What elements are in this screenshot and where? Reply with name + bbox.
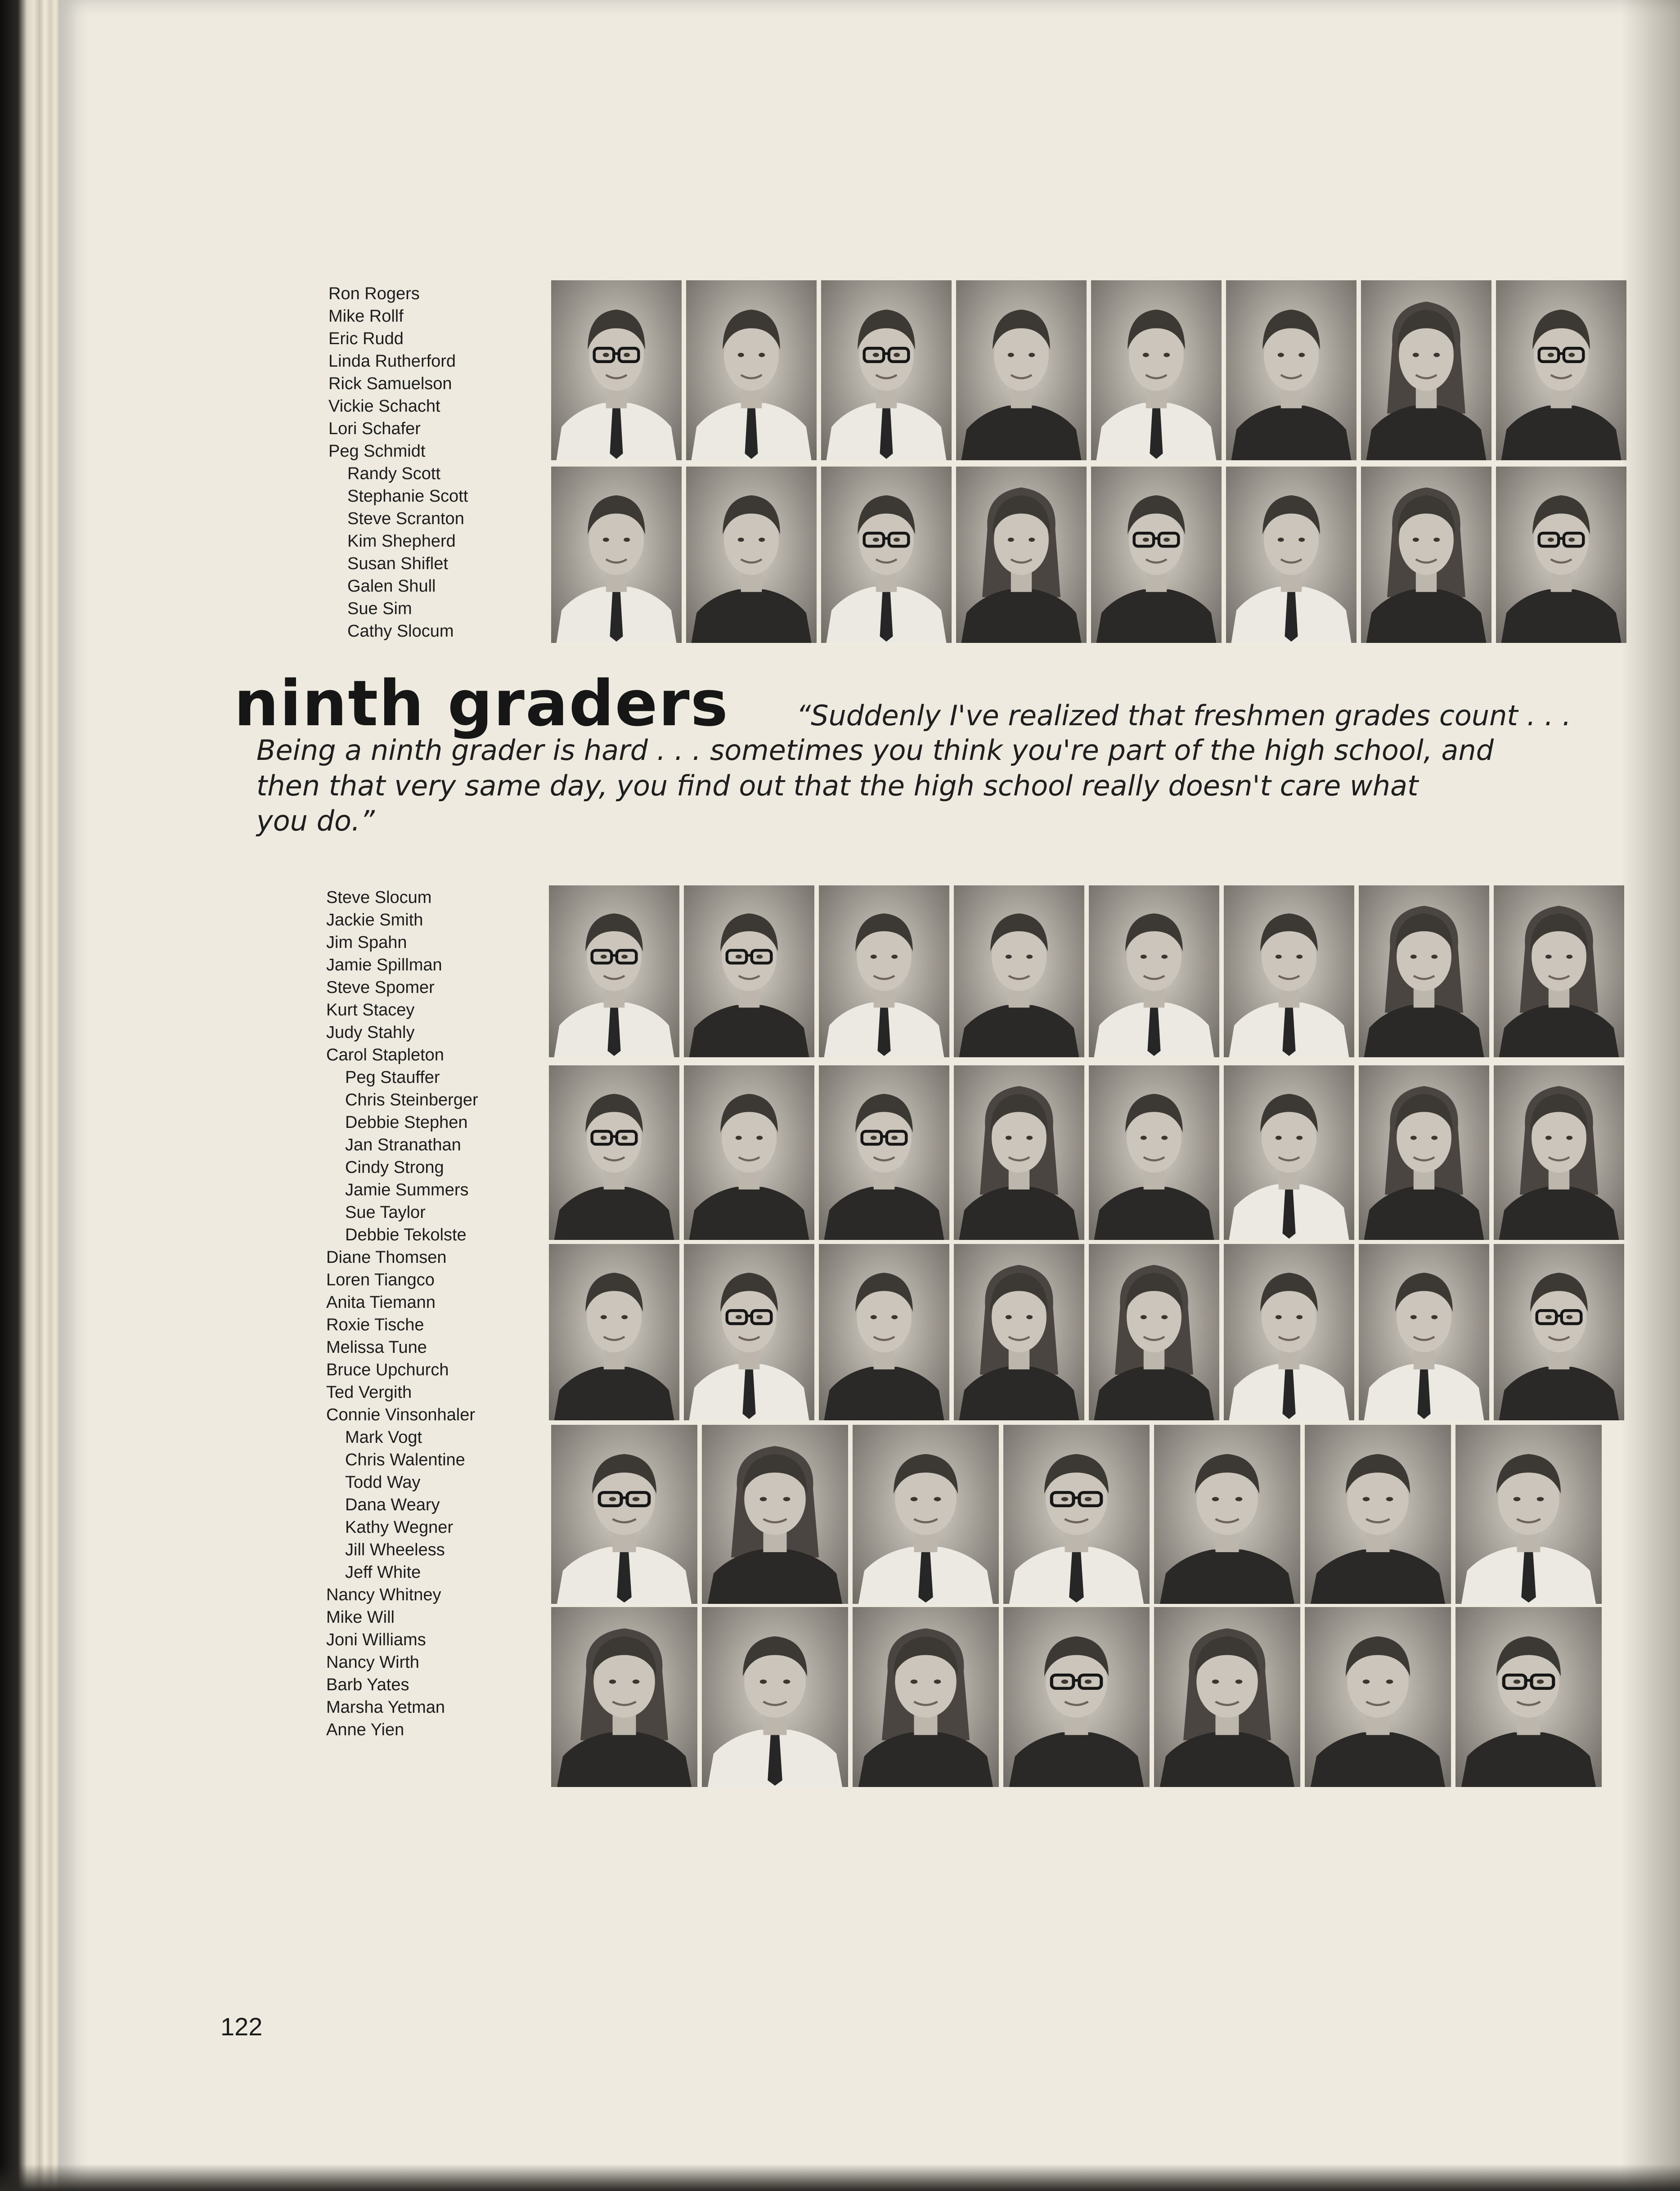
student-portrait [954,1065,1084,1240]
student-name: Stephanie Scott [347,487,468,506]
student-portrait [702,1425,848,1604]
student-portrait [1305,1425,1451,1604]
student-portrait [954,1244,1084,1420]
student-name: Diane Thomsen [326,1248,447,1267]
student-name: Peg Schmidt [328,442,426,461]
student-portrait [1494,885,1624,1057]
student-name: Mark Vogt [345,1428,422,1447]
student-name: Jamie Summers [345,1181,469,1199]
student-name: Jim Spahn [326,933,407,952]
student-name: Jan Stranathan [345,1136,461,1154]
student-name: Jackie Smith [326,911,423,929]
portrait-row-4 [549,1065,1624,1240]
student-portrait [1361,280,1491,460]
student-portrait [702,1607,848,1787]
page-number: 122 [220,2012,263,2041]
student-name: Sue Taylor [345,1203,426,1222]
student-name: Sue Sim [347,599,412,618]
section-title: ninth graders [234,667,729,741]
student-portrait [1089,885,1219,1057]
student-name: Anne Yien [326,1720,404,1739]
page-shadow-bottom [0,2164,1680,2191]
student-name: Roxie Tische [326,1315,424,1334]
student-name: Ted Vergith [326,1383,412,1402]
student-portrait [684,1244,814,1420]
student-name: Anita Tiemann [326,1293,436,1312]
student-name: Kim Shepherd [347,532,456,551]
student-name: Kurt Stacey [326,1001,415,1019]
student-name: Kathy Wegner [345,1518,454,1537]
student-name: Eric Rudd [328,329,404,348]
student-name: Lori Schafer [328,419,421,438]
student-portrait [1154,1607,1300,1787]
student-name: Chris Walentine [345,1450,465,1469]
student-portrait [1361,467,1491,643]
student-portrait [1496,467,1626,643]
student-name: Bruce Upchurch [326,1360,449,1379]
student-portrait [686,280,817,460]
student-name: Randy Scott [347,464,440,483]
student-portrait [819,1244,949,1420]
portrait-row-3 [549,885,1624,1057]
student-name: Marsha Yetman [326,1698,445,1717]
student-portrait [1224,885,1354,1057]
student-portrait [956,467,1087,643]
student-portrait [684,885,814,1057]
page-shadow-right [1622,0,1680,2191]
student-name: Connie Vinsonhaler [326,1405,475,1424]
student-name: Cathy Slocum [347,622,454,641]
student-portrait [819,1065,949,1240]
student-name: Dana Weary [345,1495,440,1514]
student-name: Carol Stapleton [326,1046,444,1064]
student-name: Loren Tiangco [326,1271,435,1289]
student-portrait [1359,1065,1489,1240]
student-portrait [1224,1065,1354,1240]
student-name: Vickie Schacht [328,397,440,416]
student-portrait [1091,280,1222,460]
student-portrait [853,1607,999,1787]
student-name: Steve Scranton [347,509,464,528]
student-portrait [1154,1425,1300,1604]
student-portrait [684,1065,814,1240]
quote-line-4: you do.” [256,804,375,837]
student-name: Steve Slocum [326,888,432,907]
student-name: Rick Samuelson [328,374,452,393]
student-portrait [549,885,679,1057]
student-name: Mike Will [326,1608,395,1627]
student-portrait [954,885,1084,1057]
student-name: Nancy Wirth [326,1653,419,1672]
student-portrait [1305,1607,1451,1787]
student-portrait [819,885,949,1057]
upper-name-list [328,283,468,642]
student-portrait [1226,280,1357,460]
student-name: Judy Stahly [326,1023,415,1042]
book-spine-edge [0,0,58,2191]
portrait-row-2 [551,467,1626,643]
quote-line-2: Being a ninth grader is hard . . . sometimes you think you're part of the high school, and [256,734,1494,767]
student-name: Melissa Tune [326,1338,427,1357]
student-portrait [686,467,817,643]
student-portrait [549,1065,679,1240]
student-portrait [1359,885,1489,1057]
student-name: Ron Rogers [328,284,420,303]
student-name: Chris Steinberger [345,1091,478,1109]
student-portrait [1494,1244,1624,1420]
portrait-row-7 [551,1607,1602,1787]
student-name: Cindy Strong [345,1158,444,1177]
student-portrait [551,467,682,643]
student-portrait [1003,1607,1150,1787]
student-name: Peg Stauffer [345,1068,440,1087]
student-portrait [1494,1065,1624,1240]
student-portrait [956,280,1087,460]
student-portrait [1455,1425,1602,1604]
student-portrait [1359,1244,1489,1420]
portrait-row-6 [551,1425,1602,1604]
student-name: Barb Yates [326,1675,409,1694]
student-portrait [1224,1244,1354,1420]
lower-name-list [326,886,478,1741]
student-name: Linda Rutherford [328,352,456,371]
student-name: Todd Way [345,1473,421,1492]
student-portrait [1091,467,1222,643]
student-name: Nancy Whitney [326,1585,441,1604]
student-portrait [1003,1425,1150,1604]
student-portrait [1089,1244,1219,1420]
student-portrait [1089,1065,1219,1240]
student-portrait [1496,280,1626,460]
portrait-row-5 [549,1244,1624,1420]
student-name: Jeff White [345,1563,421,1582]
portrait-row-1 [551,280,1626,460]
quote-line-3: then that very same day, you find out that the high school really doesn't care what [256,769,1419,802]
student-portrait [549,1244,679,1420]
student-name: Joni Williams [326,1630,426,1649]
student-name: Galen Shull [347,577,436,596]
student-name: Debbie Tekolste [345,1226,467,1244]
student-portrait [1455,1607,1602,1787]
student-name: Debbie Stephen [345,1113,468,1132]
student-portrait [551,1607,697,1787]
student-portrait [821,280,952,460]
student-name: Steve Spomer [326,978,435,997]
student-name: Jill Wheeless [345,1540,445,1559]
student-portrait [853,1425,999,1604]
student-name: Mike Rollf [328,307,404,326]
student-portrait [551,1425,697,1604]
quote-line-1: “Suddenly I've realized that freshmen grades count . . . [796,699,1571,732]
student-portrait [1226,467,1357,643]
yearbook-page [58,0,1680,2191]
student-name: Jamie Spillman [326,956,442,974]
student-portrait [551,280,682,460]
student-name: Susan Shiflet [347,554,448,573]
student-portrait [821,467,952,643]
